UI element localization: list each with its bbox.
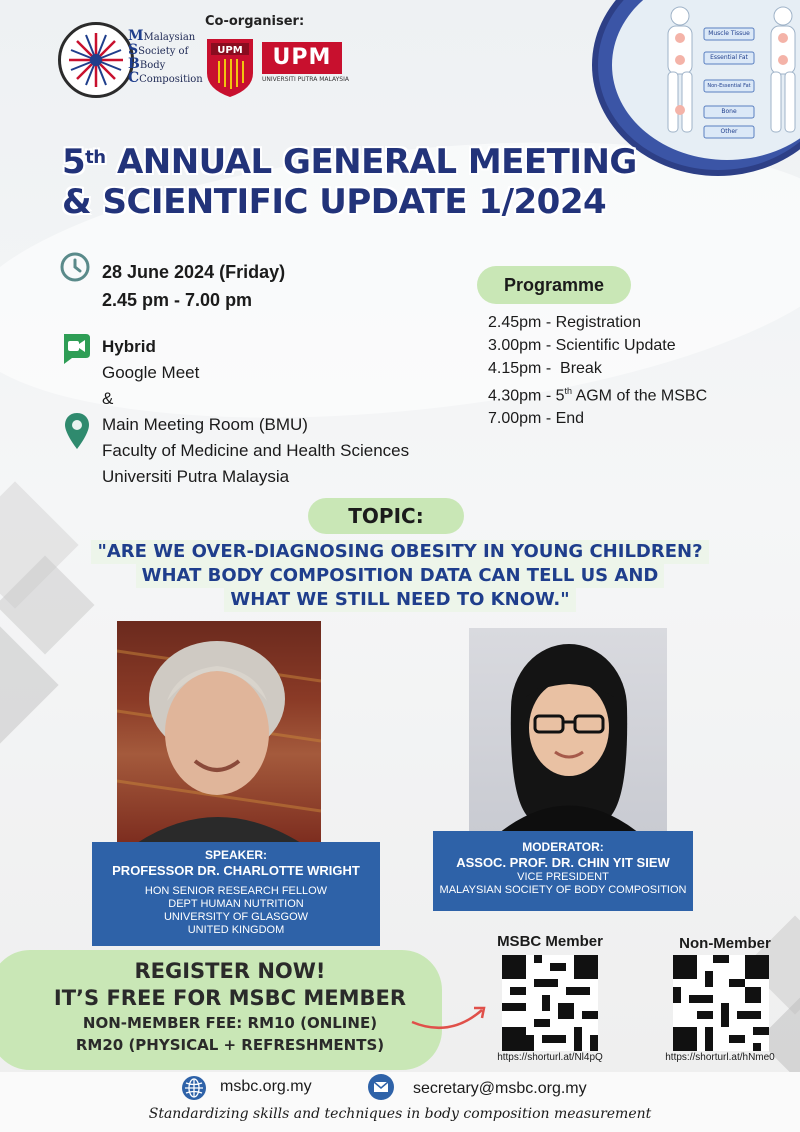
event-venue <box>102 334 409 490</box>
msbc-line: Malaysian <box>143 32 196 43</box>
member-qr-code[interactable] <box>502 955 598 1051</box>
venue-line: & <box>102 389 114 408</box>
moderator-photo <box>469 628 667 833</box>
programme-item: 7.00pm - End <box>488 410 585 428</box>
moderator-card <box>433 831 693 911</box>
speaker-card <box>92 842 380 946</box>
upm-shield-text: UPM <box>217 45 243 56</box>
location-pin-icon <box>64 412 90 450</box>
upm-wordmark: UPM <box>262 42 342 74</box>
google-meet-icon <box>60 330 92 366</box>
body-chart-label: Muscle Tissue <box>708 30 750 37</box>
nonmember-qr-code[interactable] <box>673 955 769 1051</box>
programme-item: 2.45pm - Registration <box>488 314 641 331</box>
email-link[interactable]: secretary@msbc.org.my <box>413 1080 587 1097</box>
body-chart-label: Essential Fat <box>710 54 748 61</box>
coorganiser-label: Co-organiser: <box>205 14 305 29</box>
title-line-2: & SCIENTIFIC UPDATE 1/2024 <box>62 182 607 222</box>
speaker-affiliation: HON SENIOR RESEARCH FELLOW <box>144 885 328 897</box>
register-line: NON-MEMBER FEE: RM10 (ONLINE) <box>82 1014 378 1032</box>
body-chart-label: Other <box>720 128 738 135</box>
topic-title <box>40 540 760 612</box>
upm-shield-logo <box>205 37 255 99</box>
moderator-name: ASSOC. PROF. DR. CHIN YIT SIEW <box>456 855 670 870</box>
title-line-1: ANNUAL GENERAL MEETING <box>116 142 637 182</box>
upm-subtitle: UNIVERSITI PUTRA MALAYSIA <box>262 76 349 83</box>
member-qr-url[interactable]: https://shorturl.at/Nl4pQ <box>497 1052 603 1063</box>
event-title <box>62 142 637 222</box>
website-link[interactable]: msbc.org.my <box>220 1078 312 1095</box>
msbc-line: Body <box>139 60 166 71</box>
register-text <box>10 958 450 1056</box>
speaker-affiliation: UNIVERSITY OF GLASGOW <box>163 911 309 923</box>
venue-line: Universiti Putra Malaysia <box>102 467 290 486</box>
msbc-line: Society of <box>138 46 189 57</box>
venue-line: Faculty of Medicine and Health Sciences <box>102 441 410 460</box>
footer-band <box>0 1072 800 1132</box>
event-time: 2.45 pm - 7.00 pm <box>102 290 253 310</box>
speaker-role: SPEAKER: <box>204 848 267 862</box>
register-line: REGISTER NOW! <box>134 959 326 983</box>
event-datetime <box>102 258 285 314</box>
member-qr-label: MSBC Member <box>497 933 603 950</box>
title-ordinal: 5 <box>62 142 86 182</box>
programme-item: 4.15pm - Break <box>488 360 602 377</box>
body-chart-label: Non-Essential Fat <box>707 83 751 89</box>
programme-heading: Programme <box>477 266 631 304</box>
speaker-name: PROFESSOR DR. CHARLOTTE WRIGHT <box>112 863 360 878</box>
moderator-role: MODERATOR: <box>522 840 604 854</box>
venue-line: Google Meet <box>102 363 200 382</box>
programme-list <box>488 311 707 430</box>
title-ordinal-sup: th <box>85 147 106 168</box>
arrow-icon <box>410 1000 490 1040</box>
globe-icon <box>181 1075 207 1101</box>
msbc-logo <box>58 22 134 98</box>
register-line: IT’S FREE FOR MSBC MEMBER <box>53 986 407 1010</box>
body-chart-label: Bone <box>721 108 737 115</box>
tagline: Standardizing skills and techniques in body composition measurement <box>148 1106 652 1122</box>
mail-icon <box>367 1073 395 1101</box>
msbc-line: Composition <box>139 74 203 85</box>
nonmember-qr-url[interactable]: https://shorturl.at/hNme0 <box>665 1052 775 1063</box>
venue-mode: Hybrid <box>102 337 156 356</box>
speaker-affiliation: UNITED KINGDOM <box>187 924 285 936</box>
nonmember-qr-label: Non-Member <box>679 935 771 952</box>
moderator-affiliation: MALAYSIAN SOCIETY OF BODY COMPOSITION <box>439 884 687 896</box>
clock-icon <box>60 252 90 282</box>
speaker-photo <box>117 621 321 843</box>
topic-line: "ARE WE OVER-DIAGNOSING OBESITY IN YOUNG CHILDREN? <box>91 540 708 564</box>
topic-line: WHAT BODY COMPOSITION DATA CAN TELL US AND <box>136 564 665 588</box>
topic-line: WHAT WE STILL NEED TO KNOW." <box>224 588 575 612</box>
msbc-logo-text: MMalaysian SSociety of BBody CComposition <box>128 28 203 86</box>
speaker-affiliation: DEPT HUMAN NUTRITION <box>168 898 304 910</box>
event-date: 28 June 2024 (Friday) <box>102 262 286 282</box>
venue-line: Main Meeting Room (BMU) <box>102 415 308 434</box>
register-line: RM20 (PHYSICAL + REFRESHMENTS) <box>75 1036 385 1054</box>
programme-item: 3.00pm - Scientific Update <box>488 337 676 354</box>
topic-heading: TOPIC: <box>308 498 464 534</box>
programme-item: 4.30pm - 5th AGM of the MSBC <box>488 386 708 405</box>
moderator-affiliation: VICE PRESIDENT <box>517 871 609 883</box>
